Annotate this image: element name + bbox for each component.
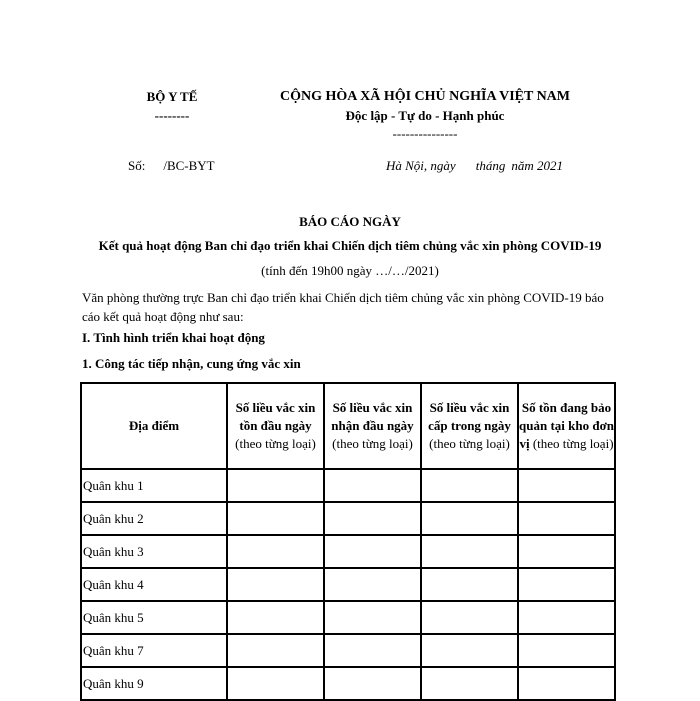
place-date-label: Hà Nội, ngày <box>386 158 456 173</box>
table-cell <box>421 568 518 601</box>
table-cell <box>518 535 615 568</box>
table-cell <box>227 502 324 535</box>
column-header-distributed: Số liều vắc xin cấp trong ngày (theo từng loại) <box>421 383 518 469</box>
table-cell <box>518 601 615 634</box>
doc-number-label: Số: <box>128 158 146 173</box>
table-cell <box>421 601 518 634</box>
table-cell <box>421 535 518 568</box>
table-cell <box>324 634 421 667</box>
row-label: Quân khu 2 <box>81 502 227 535</box>
column-header-location: Địa điểm <box>81 383 227 469</box>
intro-paragraph: Văn phòng thường trực Ban chỉ đạo triển khai Chiến dịch tiêm chủng vắc xin phòng COVID-19 báo cáo kết quả hoạt động như sau: <box>82 290 604 324</box>
table-cell <box>518 568 615 601</box>
doc-number-suffix: /BC-BYT <box>163 158 215 173</box>
table-cell <box>324 502 421 535</box>
column-header-opening-stock: Số liều vắc xin tồn đầu ngày (theo từng loại) <box>227 383 324 469</box>
table-row <box>81 535 615 568</box>
table-cell <box>324 469 421 502</box>
document-number <box>128 158 215 174</box>
row-label: Quân khu 9 <box>81 667 227 700</box>
table-cell <box>227 535 324 568</box>
table-cell <box>227 568 324 601</box>
table-cell <box>421 469 518 502</box>
vaccine-supply-table <box>80 382 616 701</box>
table-cell <box>324 667 421 700</box>
table-cell <box>421 502 518 535</box>
table-cell <box>518 634 615 667</box>
report-subtitle: Kết quả hoạt động Ban chỉ đạo triển khai Chiến dịch tiêm chủng vắc xin phòng COVID-19 <box>98 238 602 253</box>
subsection-heading: 1. Công tác tiếp nhận, cung ứng vắc xin <box>82 356 301 371</box>
row-label: Quân khu 5 <box>81 601 227 634</box>
table-cell <box>421 667 518 700</box>
report-date-line: (tính đến 19h00 ngày …/…/2021) <box>261 263 439 278</box>
table-row <box>81 667 615 700</box>
ministry-underline: -------- <box>154 108 190 123</box>
table-cell <box>324 568 421 601</box>
column-header-received: Số liều vắc xin nhận đầu ngày (theo từng loại) <box>324 383 421 469</box>
table-cell <box>518 667 615 700</box>
table-row <box>81 634 615 667</box>
row-label: Quân khu 4 <box>81 568 227 601</box>
table-header-row <box>81 383 615 469</box>
table-cell <box>227 667 324 700</box>
section-heading: I. Tình hình triển khai hoạt động <box>82 330 265 345</box>
row-label: Quân khu 3 <box>81 535 227 568</box>
table-row <box>81 502 615 535</box>
table-row <box>81 469 615 502</box>
table-cell <box>324 535 421 568</box>
report-title: BÁO CÁO NGÀY <box>299 214 401 229</box>
row-label: Quân khu 7 <box>81 634 227 667</box>
row-label: Quân khu 1 <box>81 469 227 502</box>
national-motto: Độc lập - Tự do - Hạnh phúc <box>345 108 505 123</box>
table-cell <box>324 601 421 634</box>
month-label: tháng <box>475 158 506 173</box>
column-header-in-storage: Số tồn đang bảo quản tại kho đơn vị (theo từng loại) <box>518 383 615 469</box>
table-cell <box>421 634 518 667</box>
table-cell <box>518 469 615 502</box>
place-and-date <box>386 158 563 174</box>
table-row <box>81 568 615 601</box>
motto-underline: --------------- <box>392 126 458 141</box>
ministry-name: BỘ Y TẾ <box>146 89 198 104</box>
year-label: năm 2021 <box>511 158 563 173</box>
table-cell <box>227 634 324 667</box>
table-cell <box>518 502 615 535</box>
table-cell <box>227 469 324 502</box>
table-cell <box>227 601 324 634</box>
country-name: CỘNG HÒA XÃ HỘI CHỦ NGHĨA VIỆT NAM <box>279 89 570 104</box>
table-row <box>81 601 615 634</box>
